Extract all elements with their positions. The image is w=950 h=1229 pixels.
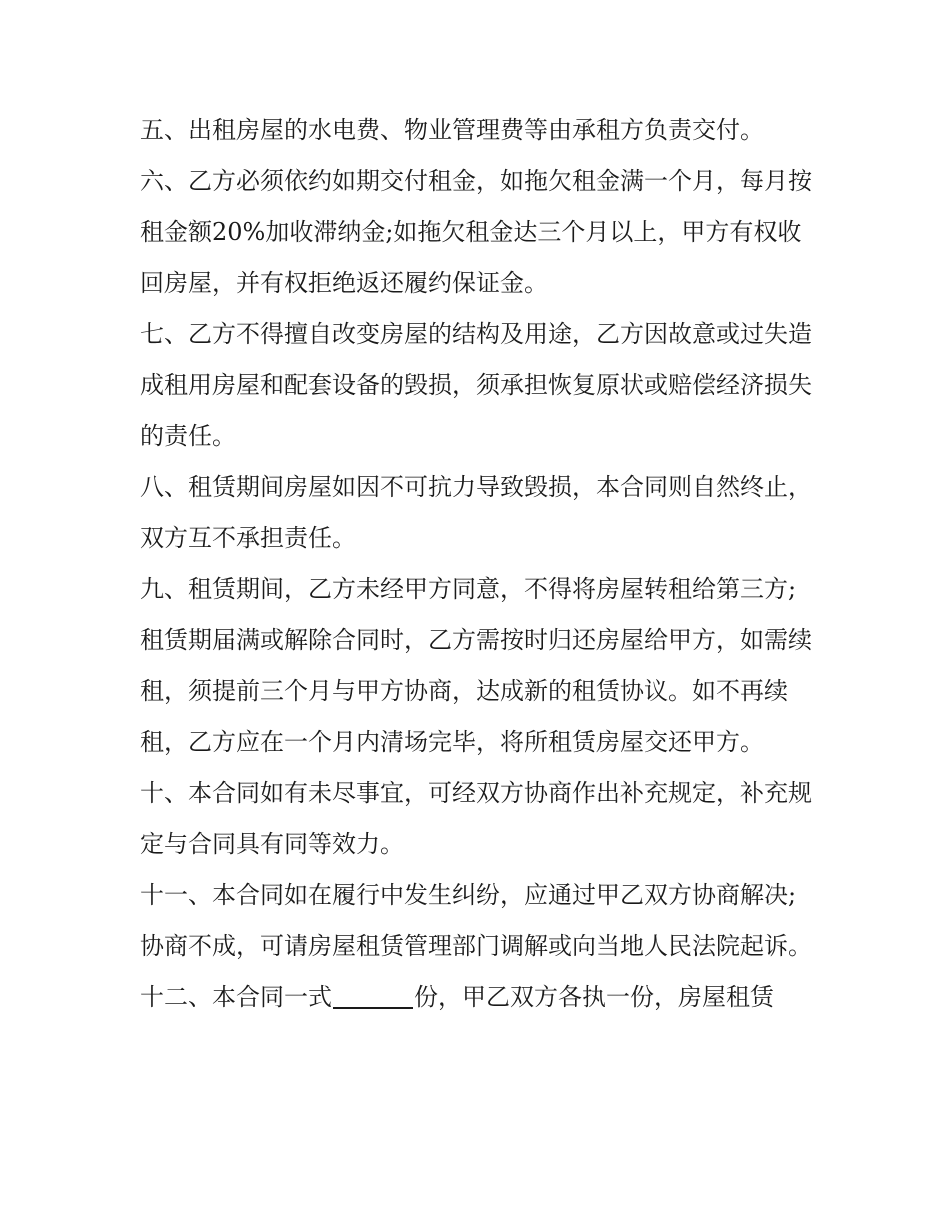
clause-5: 五、出租房屋的水电费、物业管理费等由承租方负责交付。 <box>140 116 764 144</box>
clause-8: 八、租赁期间房屋如因不可抗力导致毁损，本合同则自然终止，双方互不承担责任。 <box>140 473 812 552</box>
clause-12-start: 十二、本合同一式 <box>140 983 332 1011</box>
copies-blank-line <box>333 1007 413 1009</box>
clause-12 <box>140 972 820 1023</box>
clause-11: 十一、本合同如在履行中发生纠纷，应通过甲乙双方协商解决;协商不成，可请房屋租赁管理部门调解或向当地人民法院起诉。 <box>140 881 812 960</box>
clause-6: 六、乙方必须依约如期交付租金，如拖欠租金满一个月，每月按租金额20%加收滞纳金;如拖欠租金达三个月以上，甲方有权收回房屋，并有权拒绝返还履约保证金。 <box>140 167 812 297</box>
clause-7: 七、乙方不得擅自改变房屋的结构及用途，乙方因故意或过失造成租用房屋和配套设备的毁损，须承担恢复原状或赔偿经济损失的责任。 <box>140 320 812 450</box>
clause-10: 十、本合同如有未尽事宜，可经双方协商作出补充规定，补充规定与合同具有同等效力。 <box>140 779 812 858</box>
contract-page <box>140 105 820 1023</box>
clause-12-end: 份，甲乙双方各执一份，房屋租赁 <box>414 983 774 1011</box>
clause-9: 九、租赁期间，乙方未经甲方同意，不得将房屋转租给第三方;租赁期届满或解除合同时，乙方需按时归还房屋给甲方，如需续租，须提前三个月与甲方协商，达成新的租赁协议。如不再续租，乙方应在一个月内清场完毕，将所租赁房屋交还甲方。 <box>140 575 812 756</box>
